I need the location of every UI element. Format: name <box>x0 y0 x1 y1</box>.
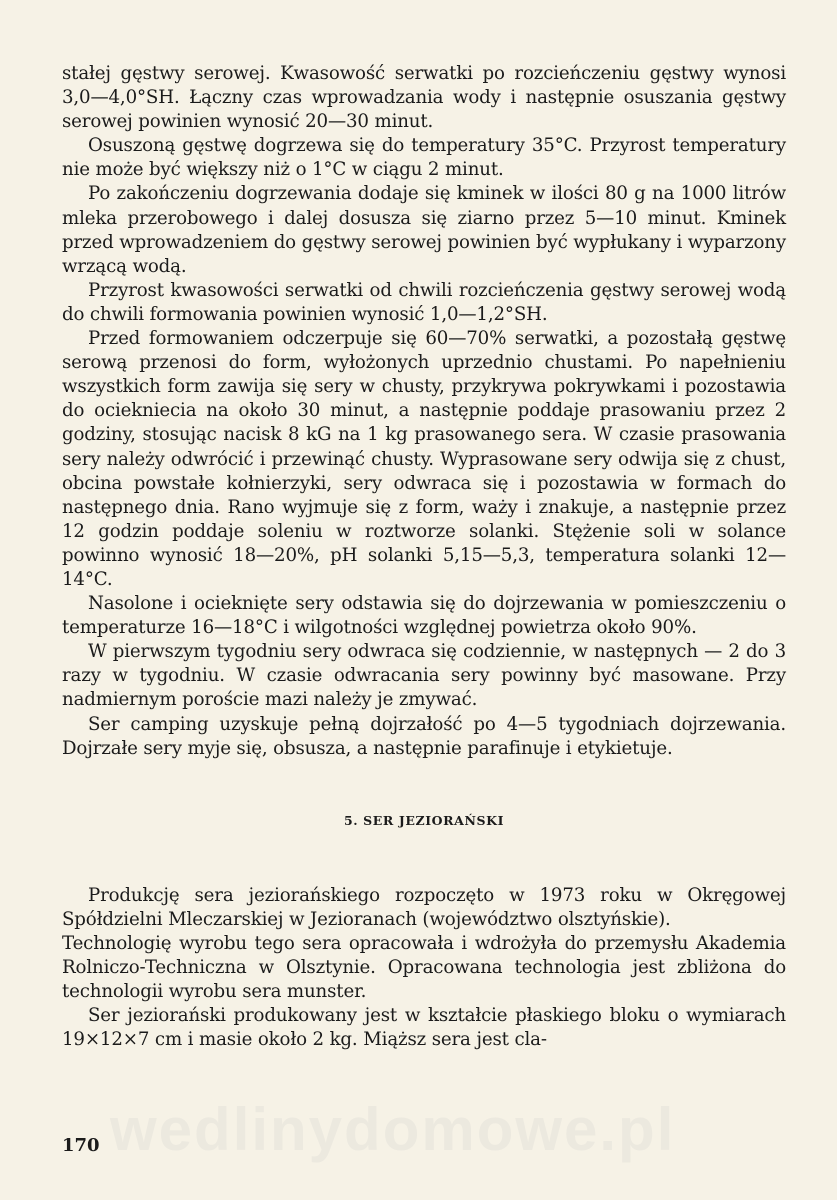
paragraphs-top <box>62 62 786 761</box>
paragraph: Przed formowaniem odczerpuje się 60—70% serwatki, a pozostałą gęstwę serową przenosi do form, wyłożonych uprzednio chustami. Po napełnieniu wszystkich form zawija się sery w chusty, przykrywa pokrywkami i pozostawia do ociekniecia na około 30 minut, a następnie poddaje prasowaniu przez 2 godziny, stosując nacisk 8 kG na 1 kg prasowanego sera. W czasie prasowania sery należy odwrócić i przewinąć chusty. Wyprasowane sery odwija się z chust, obcina powstałe kołnierzyki, sery odwraca się i pozostawia w formach do następnego dnia. Rano wyjmuje się z form, waży i znakuje, a następnie przez 12 godzin poddaje soleniu w roztworze solanki. Stężenie soli w solance powinno wynosić 18—20%, pH solanki 5,15—5,3, temperatura solanki 12—14°C. <box>62 328 786 590</box>
paragraph: stałej gęstwy serowej. Kwasowość serwatki po rozcieńczeniu gęstwy wynosi 3,0—4,0°SH. Łączny czas wprowadzania wody i następnie osuszania gęstwy serowej powinien wynosić 20—30 minut. <box>62 63 786 133</box>
page-number: 170 <box>62 1135 100 1156</box>
paragraph: Technologię wyrobu tego sera opracowała i wdrożyła do przemysłu Akademia Rolniczo-Techniczna w Olsztynie. Opracowana technologia jest zbliżona do technologii wyrobu sera munster. <box>62 932 786 1003</box>
paragraphs-bottom <box>62 884 786 1053</box>
watermark: wedlinydomowe.pl <box>110 1096 676 1163</box>
paragraph: W pierwszym tygodniu sery odwraca się codziennie, w następnych — 2 do 3 razy w tygodniu. W czasie odwracania sery powinny być masowane. Przy nadmiernym poroście mazi należy je zmywać. <box>62 641 786 711</box>
page-body <box>62 62 786 1052</box>
paragraph: Ser jeziorański produkowany jest w kształcie płaskiego bloku o wymiarach 19×12×7 cm i masie około 2 kg. Miąższ sera jest cla- <box>62 1005 786 1051</box>
paragraph: Ser camping uzyskuje pełną dojrzałość po 4—5 tygodniach dojrzewania. Dojrzałe sery myje się, obsusza, a następnie parafinuje i etykietuje. <box>62 713 786 759</box>
paragraph: Przyrost kwasowości serwatki od chwili rozcieńczenia gęstwy serowej wodą do chwili formowania powinien wynosić 1,0—1,2°SH. <box>62 279 786 325</box>
paragraph: Po zakończeniu dogrzewania dodaje się kminek w ilości 80 g na 1000 litrów mleka przerobowego i dalej dosusza się ziarno przez 5—10 minut. Kminek przed wprowadzeniem do gęstwy serowej powinien być wypłukany i wyparzony wrzącą wodą. <box>62 183 786 277</box>
paragraph: Nasolone i ocieknięte sery odstawia się do dojrzewania w pomieszczeniu o temperaturze 16—18°C i wilgotności względnej powietrza około 90%. <box>62 593 786 639</box>
paragraph: Produkcję sera jeziorańskiego rozpoczęto w 1973 roku w Okręgowej Spółdzielni Mleczarskiej w Jezioranach (województwo olsztyńskie). <box>62 884 786 930</box>
paragraph: Osuszoną gęstwę dogrzewa się do temperatury 35°C. Przyrost temperatury nie może być większy niż o 1°C w ciągu 2 minut. <box>62 135 786 181</box>
section-heading: 5. SER JEZIORAŃSKI <box>343 812 505 828</box>
